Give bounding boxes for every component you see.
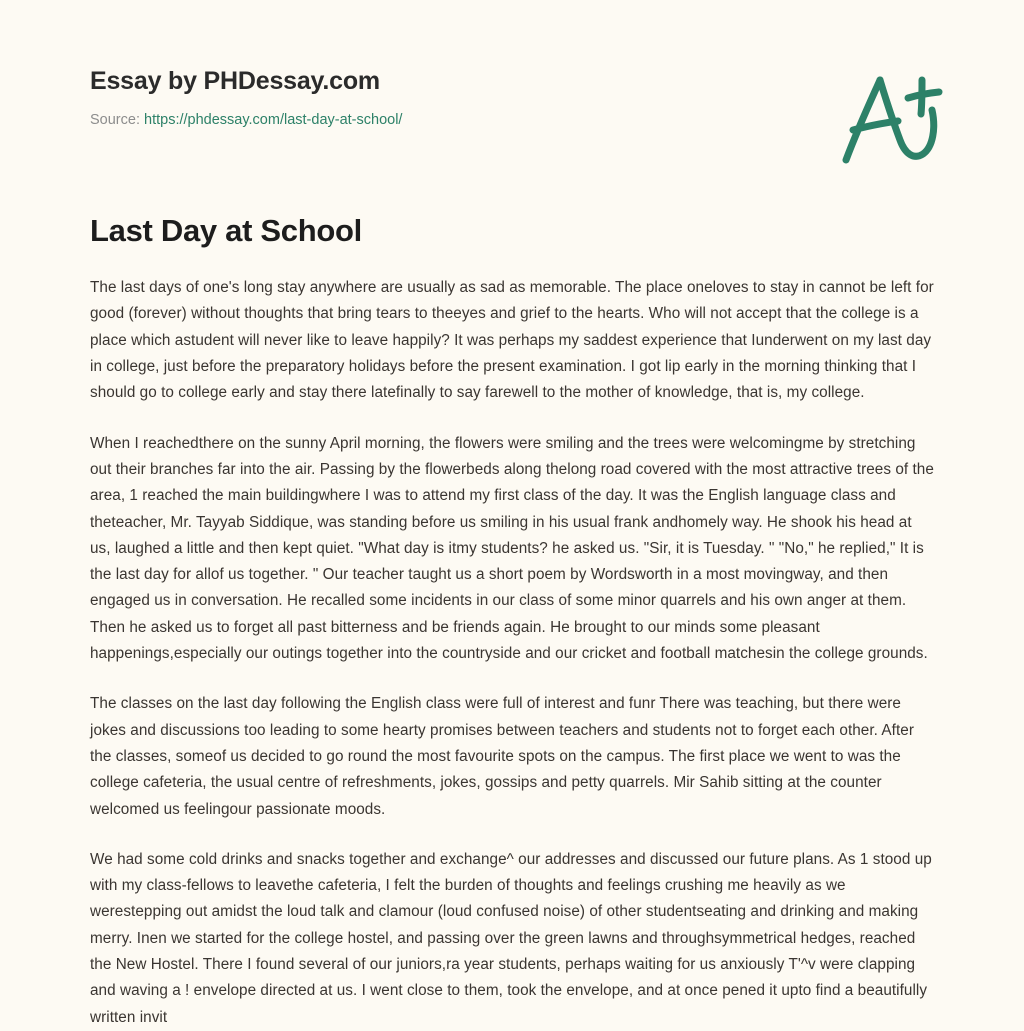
source-url-link[interactable]: https://phdessay.com/last-day-at-school/	[144, 111, 403, 128]
a-plus-logo-icon	[832, 66, 952, 174]
brand-title: Essay by PHDessay.com	[90, 67, 380, 95]
paragraph: The last days of one's long stay anywhere are usually as sad as memorable. The place oneloves to stay in cannot be left for good (forever) without thoughts that bring tears to theeyes and grief to the hearts. Who will not accept that the college is a place which astudent will never like to leave happily? It was perhaps my saddest experience that Iunderwent on my last day in college, just before the preparatory holidays before the present examination. I got lip early in the morning thinking that I should go to college early and stay there latefinally to say farewell to the mother of knowledge, that is, my college.	[90, 279, 934, 402]
source-label: Source:	[90, 111, 140, 128]
source-line	[90, 112, 934, 129]
paragraph: When I reachedthere on the sunny April morning, the flowers were smiling and the trees were welcomingme by stretching out their branches far into the air. Passing by the flowerbeds along thelong road covered with the most attractive trees of the area, 1 reached the main buildingwhere I was to attend my first class of the day. It was the English language class and theteacher, Mr. Tayyab Siddique, was standing before us smiling in his usual frank andhomely way. He shook his head at us, laughed a little and then kept quiet. "What day is itmy students? he asked us. "Sir, it is Tuesday. " "No," he replied," It is the last day for allof us together. " Our teacher taught us a short poem by Wordsworth in a most movingway, and then engaged us in conversation. He recalled some incidents in our class of some minor quarrels and his own anger at them. Then he asked us to forget all past bitterness and be friends again. He brought to our minds some pleasant happenings,especially our outings together into the countryside and our cricket and football matchesin the college grounds.	[90, 434, 934, 663]
paragraph: We had some cold drinks and snacks together and exchange^ our addresses and discussed our future plans. As 1 stood up with my class-fellows to leavethe cafeteria, I felt the burden of thoughts and feelings crushing me heavily as we werestepping out amidst the loud talk and clamour (loud confused noise) of other studentseating and drinking and making merry. Inen we started for the college hostel, and passing over the green lawns and throughsymmetrical hedges, reached the New Hostel. There I found several of our juniors,ra year students, perhaps waiting for us anxiously T'^v were clapping and waving a ! envelope directed at us. I went close to them, took the envelope, and at once pened it upto find a beautifully written invit	[90, 850, 932, 1026]
page-title: Last Day at School	[90, 213, 362, 248]
article-body	[90, 249, 934, 1031]
page-header	[90, 0, 934, 128]
paragraph: The classes on the last day following the English class were full of interest and funr There was teaching, but there were jokes and discussions too leading to some hearty promises between teachers and students not to forget each other. After the classes, someof us decided to go round the most favourite spots on the campus. The first place we went to was the college cafeteria, the usual centre of refreshments, jokes, gossips and petty quarrels. Mir Sahib sitting at the counter welcomed us feelingour passionate moods.	[90, 695, 914, 818]
